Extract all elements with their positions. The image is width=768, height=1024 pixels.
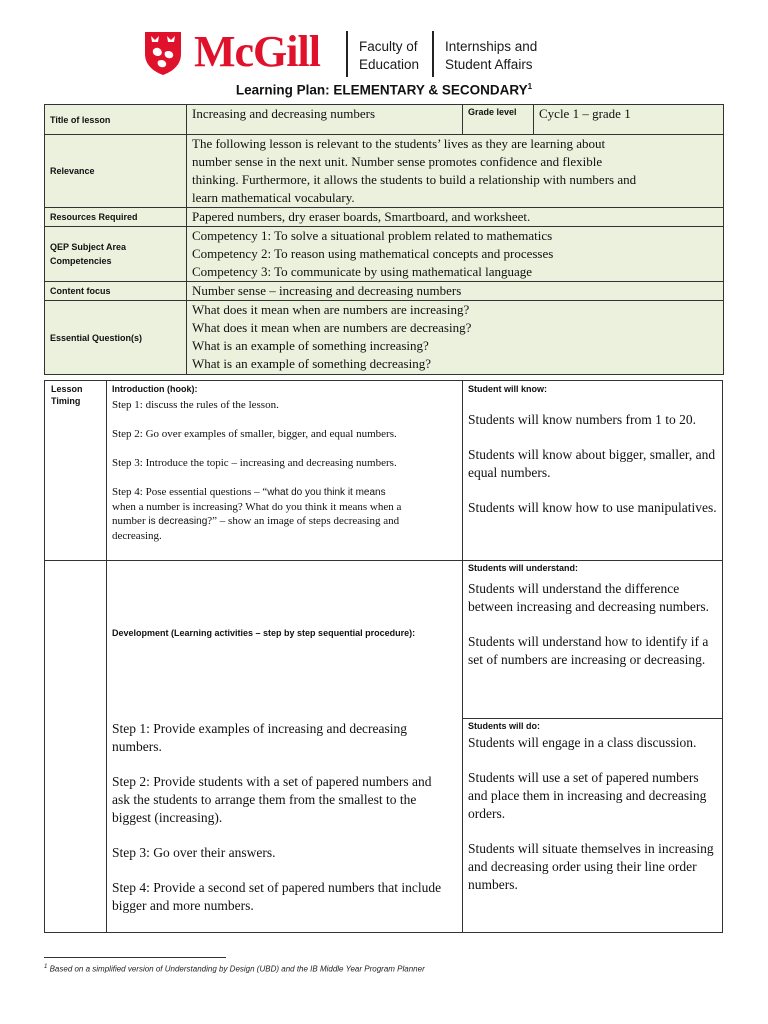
student-know-heading: Student will know: (468, 384, 547, 394)
intro-step: Step 3: Introduce the topic – increasing and decreasing numbers. (112, 457, 397, 469)
student-do-heading: Students will do: (468, 721, 540, 731)
dev-step: Step 4: Provide a second set of papered numbers that include bigger and more numbers. (112, 880, 442, 913)
student-understand-cell (468, 562, 718, 686)
grid-line (462, 718, 722, 719)
header-divider (432, 31, 434, 77)
grade-value: Cycle 1 – grade 1 (534, 105, 724, 135)
grid-line (106, 381, 107, 932)
qep-row (45, 227, 724, 282)
essential-label: Essential Question(s) (45, 301, 187, 375)
title-row (45, 105, 724, 135)
lesson-timing-label: Lesson Timing (51, 384, 83, 406)
grid-line (462, 381, 463, 932)
qep-value: Competency 1: To solve a situational problem related to mathematics Competency 2: To reason using mathematical concepts and processes Competency 3: To communicate by using mathematical language (187, 227, 724, 282)
essential-value: What does it mean when are numbers are increasing? What does it mean when are numbers are decreasing? What is an example of something increasing? What is an example of something decreasing? (187, 301, 724, 375)
dev-step: Step 3: Go over their answers. (112, 845, 276, 860)
qep-label: QEP Subject Area Competencies (45, 227, 187, 282)
grade-label: Grade level (463, 105, 534, 135)
relevance-label: Relevance (45, 135, 187, 208)
student-know-cell (468, 383, 718, 534)
resources-value: Papered numbers, dry eraser boards, Smartboard, and worksheet. (187, 208, 724, 227)
development-steps (112, 720, 452, 932)
resources-label: Resources Required (45, 208, 187, 227)
title-value: Increasing and decreasing numbers (187, 105, 463, 135)
footnote: $^1$ Based on a simplified version of Understanding by Design (UBD) and the IB Middle Year Program Planner (44, 964, 425, 974)
student-do-cell (468, 720, 718, 911)
header-divider (346, 31, 348, 77)
do-item: Students will use a set of papered numbers and place them in increasing and decreasing orders. (468, 770, 707, 821)
development-heading: Development (Learning activities – step by step sequential procedure): (112, 628, 416, 638)
understand-item: Students will understand how to identify if a set of numbers are increasing or decreasing. (468, 634, 709, 667)
dev-step: Step 1: Provide examples of increasing and decreasing numbers. (112, 721, 408, 754)
know-item: Students will know about bigger, smaller, and equal numbers. (468, 447, 716, 480)
footnote-rule (44, 957, 226, 958)
do-item: Students will engage in a class discussion. (468, 735, 697, 750)
grid-line (45, 560, 722, 561)
essential-row (45, 301, 724, 375)
resources-row (45, 208, 724, 227)
do-item: Students will situate themselves in increasing and decreasing order using their line order numbers. (468, 841, 714, 892)
unit-label: Internships and Student Affairs (445, 39, 538, 72)
content-value: Number sense – increasing and decreasing numbers (187, 282, 724, 301)
plan-title: Learning Plan: ELEMENTARY & SECONDARY$^1$ (235, 82, 533, 98)
lesson-grid (44, 380, 723, 933)
mcgill-wordmark: McGill (194, 27, 320, 76)
faculty-label: Faculty of Education (359, 39, 420, 72)
introduction-cell (112, 383, 457, 558)
know-item: Students will know numbers from 1 to 20. (468, 412, 696, 427)
student-understand-heading: Students will understand: (468, 563, 579, 573)
intro-step: Step 1: discuss the rules of the lesson. (112, 399, 279, 411)
mcgill-shield-logo (143, 30, 183, 76)
know-item: Students will know how to use manipulatives. (468, 500, 717, 515)
introduction-heading: Introduction (hook): (112, 384, 198, 394)
understand-item: Students will understand the difference between increasing and decreasing numbers. (468, 581, 710, 614)
title-label: Title of lesson (45, 105, 187, 135)
content-label: Content focus (45, 282, 187, 301)
content-row (45, 282, 724, 301)
relevance-row (45, 135, 724, 208)
intro-step: Step 4: Pose essential questions – “what do you think it means when a number is increasing? What do you think it means when a number is decreasing?” – show an image of steps decreasing and decreasing. (112, 486, 402, 542)
lesson-info-table (44, 104, 724, 375)
relevance-value: The following lesson is relevant to the students’ lives as they are learning about number sense in the next unit. Number sense promotes confidence and flexible thinking. Furthermore, it allows the students to build a relationship with numbers and learn mathematical vocabulary. (187, 135, 724, 208)
dev-step: Step 2: Provide students with a set of papered numbers and ask the students to arrange them from the smallest to the biggest (increasing). (112, 774, 432, 825)
intro-step: Step 2: Go over examples of smaller, bigger, and equal numbers. (112, 428, 397, 440)
